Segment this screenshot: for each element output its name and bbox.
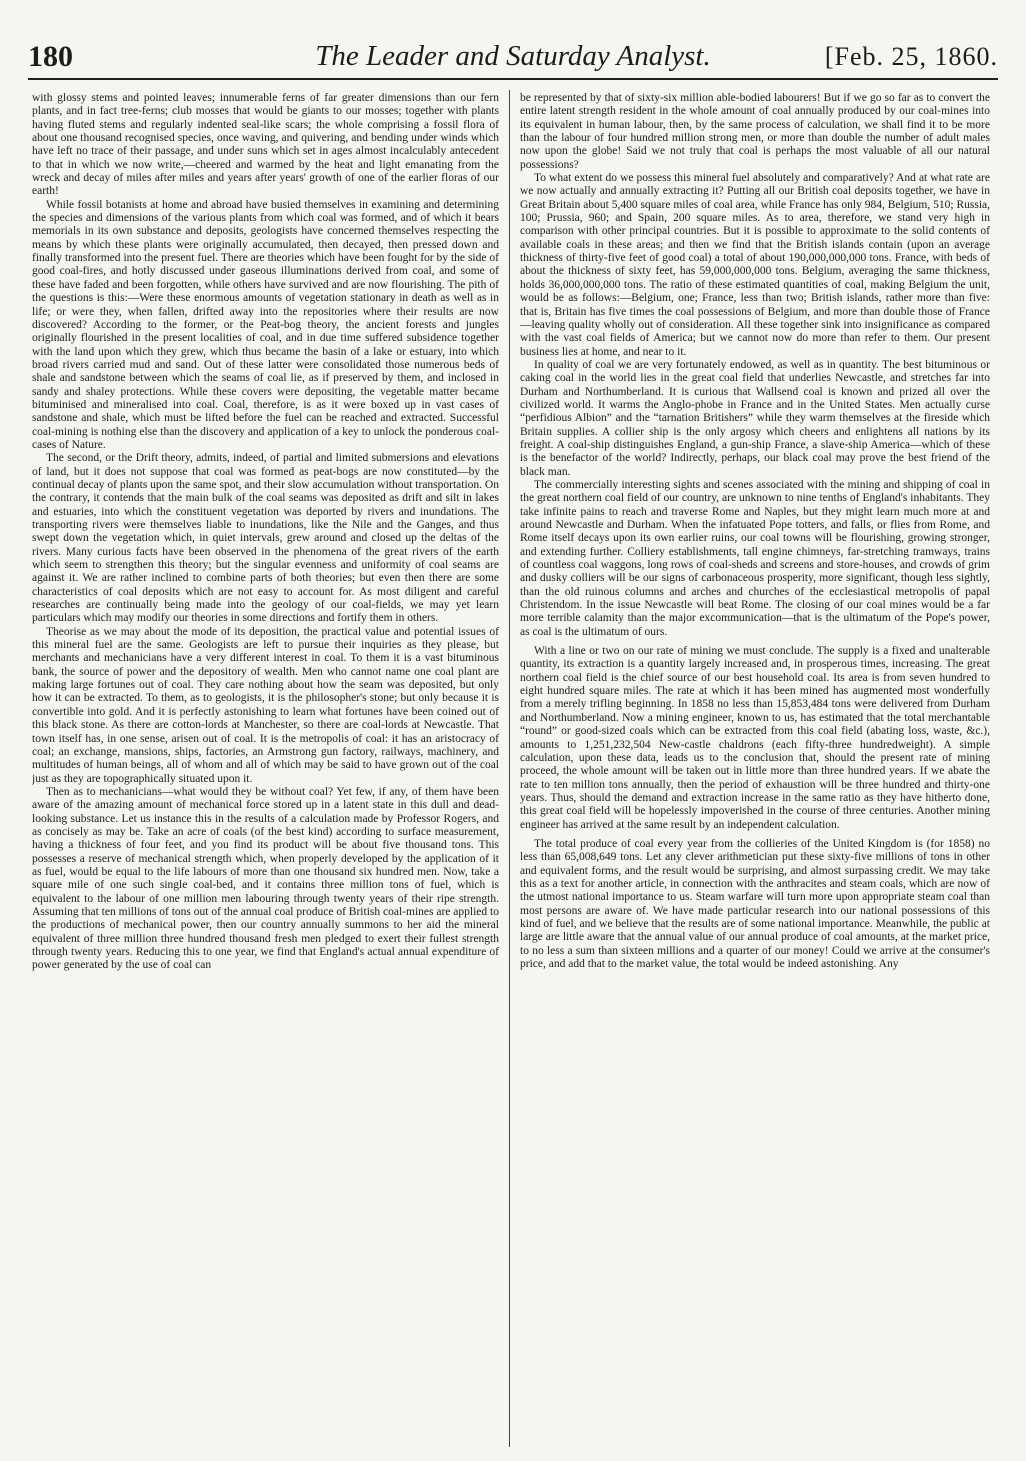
article-paragraph: To what extent do we possess this mineral fuel absolutely and comparatively? And at what rate are we now actually and annually extracting it? Putting all our British coal deposits together, we have in Great Britain about 5,400 square miles of coal area, while France has only 984, Belgium, 510; Russia, 100; Prussia, 960; and Spain, 200 square miles. As to area, therefore, we stand very high in comparison with other principal countries. But it is possible to approximate to the solid contents of available coals in these areas; and then we find that the British islands contain (upon an average thickness of thirty-five feet of good coal) a total of about 190,000,000,000 tons. France, with beds of about the thickness of sixty feet, has 59,000,000,000 tons. Belgium, averaging the same thickness, holds 36,000,000,000 tons. The ratio of these estimated quantities of coal, making Belgium the unit, would be as follows:—Belgium, one; France, less than two; British islands, rather more than five: that is, Britain has five times the coal possessions of Belgium, and more than double those of France—leaving quality wholly out of consideration. All these together sink into insignificance as compared with the vast coal fields of America; but we cannot now do more than refer to them. Our present business lies at home, and near to it. bbox=[520, 172, 990, 358]
article-paragraph: The second, or the Drift theory, admits, indeed, of partial and limited submersions and elevations of land, but it does not suppose that coal was formed as peat-bogs are now constituted—by the continual decay of plants upon the same spot, and their slow accumulation without transportation. On the contrary, it contends that the main bulk of the coal seams was deposited as drift and silt in lakes and estuaries, into which the constituent vegetation was deported by rivers and inundations. The transporting rivers were themselves liable to inundations, like the Nile and the Ganges, and thus swept down the vegetation which, in quiet intervals, grew around and closed up the deltas of the rivers. Many curious facts have been observed in the phenomena of the great rivers of the earth which seem to strengthen this theory; but the singular evenness and uniformity of coal seams are against it. We are rather inclined to combine parts of both theories; but even then there are some characteristics of coal deposits which are not easy to account for. As most diligent and careful researches are continually being made into the geology of our coal-fields, we may yet learn particulars which may modify our theories in some directions and fortify them in others. bbox=[32, 452, 499, 625]
issue-date: [Feb. 25, 1860. bbox=[824, 42, 998, 71]
article-paragraph: Theorise as we may about the mode of its deposition, the practical value and potential issues of this mineral fuel are the same. Geologists are left to pursue their inquiries as they please, but merchants and mechanicians have a very different interest in coal. To them it is a vast bituminous bank, the source of power and the depository of wealth. Men who cannot name one coal plant are making large fortunes out of coal. They care nothing about how the seam was deposited, but only how it can be extracted. To them, as to geologists, it is the philosopher's stone; but only because it is convertible into gold. And it is perfectly astonishing to learn what fortunes have been coined out of this black stone. As there are cotton-lords at Manchester, so there are coal-lords at Newcastle. That town itself has, in one sense, arisen out of coal. It is the metropolis of coal: it has an aristocracy of coal; an exchange, mansions, ships, factories, an Armstrong gun factory, railways, machinery, and multitudes of human beings, all of whom and all of which may be said to have grown out of the coal just as they are topographically situated upon it. bbox=[32, 625, 499, 785]
article-paragraph: with glossy stems and pointed leaves; innumerable ferns of far greater dimensions than our fern plants, and in fact tree-ferns; club mosses that would be giants to our mosses; together with plants having fluted stems and regularly indented seal-like scars; the whole comprising a fossil flora of about one thousand recognised species, once waving, and quivering, and bending under winds which have left no trace of their passage, and under suns which set in ages almost incalculably antecedent to that in which we now write,—cheered and warmed by the heat and light emanating from the wreck and decay of miles after miles and years after years' growth of one of the earlier floras of our earth! bbox=[32, 92, 499, 198]
article-paragraph: In quality of coal we are very fortunately endowed, as well as in quantity. The best bituminous or caking coal in the world lies in the great coal field that underlies Newcastle, and stretches far into Durham and Northumberland. It is curious that Wallsend coal is known and prized all over the civilized world. It warms the Anglo-phobe in France and in the United States. Men actually curse “perfidious Albion” and the “tarnation Britishers” while they warm themselves at the fireside which Britain supplies. A collier ship is the only argosy which cheers and enlightens all nations by its freight. A coal-ship distinguishes England, a gun-ship France, a slave-ship America—which of these is the benefactor of the world? Indirectly, perhaps, our black coal may prove the best friend of the black man. bbox=[520, 358, 990, 478]
left-column bbox=[32, 92, 499, 1449]
publication-title: The Leader and Saturday Analyst. bbox=[315, 40, 711, 72]
article-paragraph: With a line or two on our rate of mining we must conclude. The supply is a fixed and unalterable quantity, its extraction is a quantity largely increased and, in prosperous times, increasing. The great northern coal field is the chief source of our best household coal. Its area is from seven hundred to eight hundred square miles. The rate at which it has been mined has augmented most wonderfully from a merely trifling beginning. In 1858 no less than 15,853,484 tons were delivered from Durham and Northumberland. Now a mining engineer, known to us, has estimated that the total merchantable “round” or good-sized coals which can be extracted from this coal field (abating loss, waste, &c.), amounts to 1,251,232,504 New-castle chaldrons (each fifty-three hundredweight). A simple calculation, upon these data, leads us to the conclusion that, should the present rate of mining proceed, the whole amount will be taken out in little more than three hundred years. If we abate the rate to ten million tons annually, then the period of exhaustion will be three hundred and thirty-one years. Thus, should the demand and extraction increase in the same ratio as they have hitherto done, this great coal field will be hopelessly impoverished in the course of three centuries. Another mining engineer has arrived at the same result by an independent calculation. bbox=[520, 645, 990, 831]
column-divider bbox=[509, 90, 510, 1447]
right-column bbox=[520, 92, 990, 1449]
page-number: 180 bbox=[28, 40, 73, 73]
article-paragraph: While fossil botanists at home and abroad have busied themselves in examining and determining the species and dimensions of the various plants from which coal was formed, and of which it bears memorials in its own substance and deposits, geologists have concerned themselves respecting the means by which these plants were originally accumulated, then decayed, then pressed down and finally transformed into the present fuel. There are theories which have been fought for by the side of good coal-fires, and hotly discussed under gaseous illuminations derived from coal, and some of these have faded and been forgotten, while others have survived and are now flourishing. The pith of the questions is this:—Were these enormous amounts of vegetation stationary in death as well as in life; or were they, when fallen, drifted away into the repositories where their results are now discovered? According to the former, or the Peat-bog theory, the ancient forests and jungles originally flourished in the present localities of coal, and in due time suffered subsidence together with the land upon which they grew, which thus became the basin of a lake or estuary, into which broad rivers carried mud and sand. Out of these latter were consolidated those numerous beds of shale and sandstone between which the seams of coal lie, as if preserved by them, and inclosed in sandy and shaley protections. While these covers were depositing, the vegetable matter became bituminised and mineralised into coal. Coal, therefore, is as it were boxed up in vast cases of sandstone and shale, which must be lifted before the fuel can be reached and extracted. Successful coal-mining is nothing else than the discovery and application of a key to unlock the ponderous coal-cases of Nature. bbox=[32, 198, 499, 451]
article-paragraph: be represented by that of sixty-six million able-bodied labourers! But if we go so far as to convert the entire latent strength resident in the whole amount of coal annually produced by our coal-mines into its equivalent in human labour, then, by the same process of calculation, we shall find it to be more than the labour of four hundred million strong men, or more than double the number of adult males now upon the globe! Said we not truly that coal is perhaps the most valuable of all our natural possessions? bbox=[520, 92, 990, 171]
page-header bbox=[28, 38, 998, 80]
article-paragraph: The total produce of coal every year from the collieries of the United Kingdom is (for 1858) no less than 65,008,649 tons. Let any clever arithmetician put these sixty-five millions of tons in other and equivalent forms, and the result would be surprising, and almost surpassing credit. We may take this as a text for another article, in connection with the anthracites and steam coals, which are now of the utmost national importance to us. Steam warfare will turn more upon appropriate steam coal than most persons are aware of. We have made particular research into our national possessions of this kind of fuel, and we believe that the results are of some national importance. Meanwhile, the public at large are little aware that the annual value of our annual produce of coal amounts, at the market price, to no less a sum than sixteen millions and a quarter of our money! Could we arrive at the consumer's price, and add that to the market value, the total would be indeed astonishing. Any bbox=[520, 837, 990, 970]
article-paragraph: Then as to mechanicians—what would they be without coal? Yet few, if any, of them have been aware of the amazing amount of mechanical force stored up in a latent state in this dull and dead-looking substance. Let us instance this in the results of a calculation made by Professor Rogers, and as concisely as may be. Take an acre of coals (of the best kind) according to surface measurement, having a thickness of four feet, and you find its product will be about five thousand tons. This possesses a reserve of mechanical strength which, when properly developed by the application of it as fuel, would be equal to the life labours of more than one thousand six hundred men. Now, take a square mile of one such single coal-bed, and it contains three million tons of fuel, which is equivalent to the labour of one million men labouring through twenty years of their ripe strength. Assuming that ten millions of tons out of the annual coal produce of British coal-mines are applied to the productions of mechanical power, then our country annually summons to her aid the mineral equivalent of three million three hundred thousand fresh men pledged to exert their fullest strength through twenty years. Reducing this to one year, we find that England's actual annual expenditure of power generated by the use of coal can bbox=[32, 785, 499, 972]
article-paragraph: The commercially interesting sights and scenes associated with the mining and shipping of coal in the great northern coal field of our country, are unknown to nine tenths of England's inhabitants. They take infinite pains to reach and traverse Rome and Naples, but they might learn much more at and around Newcastle and Durham. When the infatuated Pope totters, and falls, or flies from Rome, and Rome itself decays upon its own earlier ruins, our coal towns will be flourishing, growing stronger, and extending further. Colliery establishments, tall engine chimneys, far-stretching tramways, trains of countless coal waggons, long rows of coal-sheds and screens and store-houses, and crowds of grim and dusky colliers will be our signs of carbonaceous prosperity, more significant, though less sightly, than the old ruinous columns and arches and churches of the ecclesiastical metropolis of papal Christendom. In the issue Newcastle will beat Rome. The closing of our coal mines would be a far more terrible calamity than the major excommunication—that is the ultimatum of the Pope's power, as coal is the ultimatum of ours. bbox=[520, 478, 990, 638]
